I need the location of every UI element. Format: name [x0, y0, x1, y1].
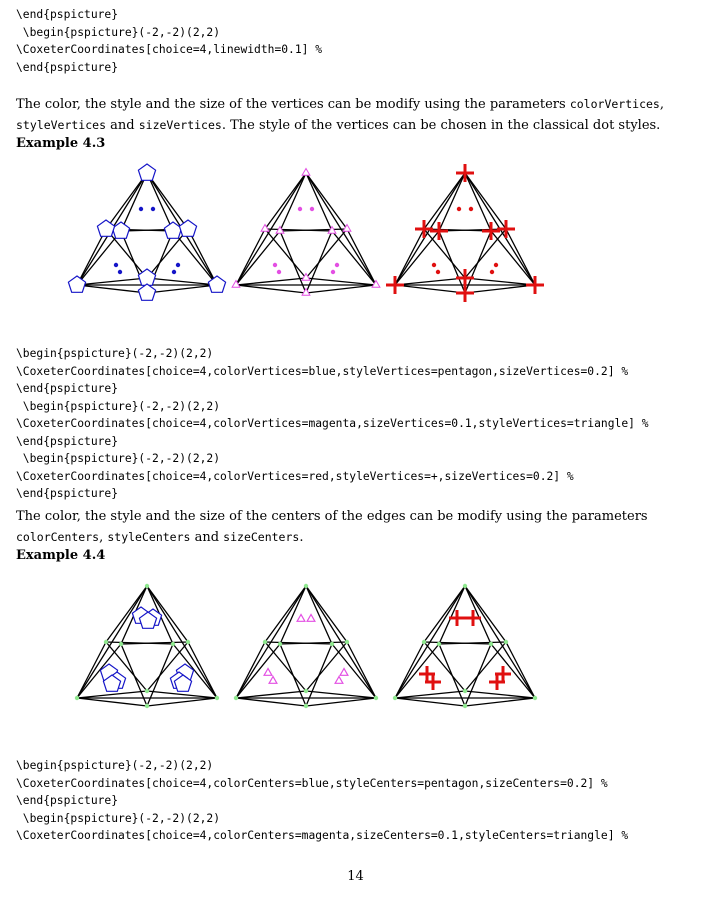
vertex-dot	[504, 640, 508, 644]
vertex-dot	[533, 696, 537, 700]
vertex-dot	[304, 704, 308, 708]
vertex-dot	[145, 689, 149, 693]
vertex-dot	[463, 584, 467, 588]
graph-edge	[306, 691, 376, 698]
vertex-dot	[171, 642, 175, 646]
center-dot	[331, 270, 335, 274]
graph-edge	[347, 642, 376, 698]
vertex-dot	[463, 704, 467, 708]
vertex-dot	[422, 640, 426, 644]
graph-edge	[465, 586, 506, 642]
graph-edge	[347, 229, 376, 285]
graph-edge	[395, 698, 465, 706]
graph-edge	[395, 691, 465, 698]
graph-edge	[465, 173, 491, 231]
pentagon-marker	[97, 220, 114, 236]
vertex-dot	[234, 696, 238, 700]
vertex-dot	[437, 642, 441, 646]
graph-edge	[306, 285, 376, 293]
coxeter-figure-pentagon	[57, 153, 237, 308]
code-line: \CoxeterCoordinates[choice=4,colorVertices=magenta,sizeVertices=0.1,styleVertices=triangle] %	[16, 417, 649, 430]
graph-edge	[306, 173, 332, 231]
code-line: \begin{pspicture}(-2,-2)(2,2)	[16, 452, 221, 465]
plus-marker	[526, 276, 544, 294]
vertex-dot	[186, 640, 190, 644]
graph-edge	[465, 642, 506, 691]
code-line: \CoxeterCoordinates[choice=4,linewidth=0.1] %	[16, 43, 323, 56]
code-line: \begin{pspicture}(-2,-2)(2,2)	[16, 759, 214, 772]
coxeter-figure-triangle	[216, 566, 396, 721]
graph-edges	[395, 586, 535, 706]
code-line: \begin{pspicture}(-2,-2)(2,2)	[16, 25, 221, 39]
graph-edge	[465, 586, 491, 644]
triangle-marker	[340, 669, 348, 676]
code-term: colorVertices	[569, 97, 660, 111]
text: ,	[659, 97, 664, 112]
center-dot	[139, 207, 143, 211]
coxeter-figure-pentagon	[57, 566, 237, 721]
graph-edge	[147, 285, 217, 293]
text: and	[106, 118, 139, 133]
vertex-dot	[119, 642, 123, 646]
graph-edge	[147, 278, 217, 285]
graph-edge	[77, 229, 106, 285]
graph-edge	[77, 691, 147, 698]
graph-edge	[236, 229, 265, 285]
vertex-dot	[263, 640, 267, 644]
graph-edge	[147, 173, 188, 229]
graph-edge	[306, 229, 347, 278]
center-dot	[310, 207, 314, 211]
graph-edge	[147, 173, 173, 231]
graph-edge	[280, 586, 306, 644]
code-line: \begin{pspicture}(-2,-2)(2,2)	[16, 811, 221, 825]
coxeter-figure-plus	[375, 153, 555, 308]
code-line: \end{pspicture}	[16, 60, 119, 74]
triangle-marker	[302, 169, 310, 176]
plus-marker	[386, 276, 404, 294]
code-term: styleCenters	[107, 530, 191, 544]
code-term: styleVertices	[16, 118, 107, 132]
text: ,	[99, 530, 108, 545]
graph-edge	[465, 278, 535, 285]
vertex-dot	[345, 640, 349, 644]
graph-edge	[236, 285, 306, 293]
vertex-dot	[145, 584, 149, 588]
vertex-dot	[463, 689, 467, 693]
graph-edge	[236, 278, 306, 285]
graph-edge	[306, 698, 376, 706]
code-term: sizeCenters	[223, 530, 300, 544]
graph-edge	[465, 229, 506, 278]
graph-edge	[147, 698, 217, 706]
graph-edge	[236, 698, 306, 706]
text: .	[299, 530, 304, 545]
graph-edge	[439, 173, 465, 231]
center-dot	[436, 270, 440, 274]
center-dot	[277, 270, 281, 274]
graph-edge	[265, 229, 306, 278]
code-line: \end{pspicture}	[16, 794, 119, 807]
plus-marker	[449, 610, 465, 626]
vertex-dot	[330, 642, 334, 646]
center-dot	[172, 270, 176, 274]
vertex-dot	[145, 704, 149, 708]
graph-edge	[236, 691, 306, 698]
graph-edge	[395, 229, 424, 285]
code-line: \begin{pspicture}(-2,-2)(2,2)	[16, 347, 214, 360]
center-dot	[118, 270, 122, 274]
code-line: \end{pspicture}	[16, 487, 119, 500]
graph-edge	[306, 586, 332, 644]
graph-edge	[395, 278, 465, 285]
pentagon-marker	[138, 164, 155, 180]
graph-edge	[395, 642, 424, 698]
graph-edge	[465, 698, 535, 706]
graph-edge	[506, 229, 535, 285]
triangle-marker	[264, 669, 272, 676]
graph-edge	[188, 229, 217, 285]
code-block-3	[16, 757, 628, 845]
code-line: \CoxeterCoordinates[choice=4,colorVertices=red,styleVertices=+,sizeVertices=0.2] %	[16, 469, 574, 483]
graph-edges	[236, 586, 376, 706]
graph-edge	[465, 691, 535, 698]
graph-edge	[77, 285, 147, 293]
example-heading: Example 4.3	[16, 136, 106, 151]
paragraph-centers	[16, 507, 688, 548]
code-line: \CoxeterCoordinates[choice=4,colorCenters=blue,styleCenters=pentagon,sizeCenters=0.2] %	[16, 776, 608, 790]
vertex-dot	[278, 642, 282, 646]
code-line: \end{pspicture}	[16, 382, 119, 395]
vertex-dot	[104, 640, 108, 644]
graph-edge	[395, 285, 465, 293]
graph-edges	[77, 586, 217, 706]
code-term: colorCenters	[16, 530, 100, 544]
graph-edge	[306, 586, 347, 642]
graph-edge	[77, 278, 147, 285]
vertex-dot	[393, 696, 397, 700]
coxeter-figure-triangle	[216, 153, 396, 308]
triangle-marker	[269, 677, 277, 684]
graph-edge	[106, 173, 147, 229]
center-dot	[490, 270, 494, 274]
graph-edge	[265, 586, 306, 642]
graph-edge	[424, 586, 465, 642]
code-line: \end{pspicture}	[16, 434, 119, 448]
center-dot	[273, 263, 277, 267]
plus-marker	[465, 610, 481, 626]
center-dot	[457, 207, 461, 211]
center-dot	[176, 263, 180, 267]
paragraph-vertices	[16, 94, 688, 136]
plus-marker	[456, 164, 474, 182]
text: and	[190, 530, 224, 545]
graph-edge	[439, 586, 465, 644]
vertex-dot	[304, 584, 308, 588]
code-line: \CoxeterCoordinates[choice=4,colorVertices=blue,styleVertices=pentagon,sizeVertices=0.2] %	[16, 364, 629, 378]
plus-marker	[415, 220, 433, 238]
graph-edge	[424, 642, 465, 691]
example-heading: Example 4.4	[16, 548, 106, 563]
center-dot	[114, 263, 118, 267]
text: The color, the style and the size of the centers of the edges can be modify using the parameters	[16, 509, 648, 524]
graph-edge	[280, 173, 306, 231]
text: . The style of the vertices can be chosen in the classical dot styles.	[221, 118, 661, 133]
plus-marker	[497, 220, 515, 238]
graph-edge	[265, 173, 306, 229]
code-line: \begin{pspicture}(-2,-2)(2,2)	[16, 399, 221, 413]
coxeter-figure-plus	[375, 566, 555, 721]
vertex-dot	[75, 696, 79, 700]
text: The color, the style and the size of the vertices can be modify using the parameters	[16, 97, 570, 112]
code-block-2	[16, 345, 649, 503]
graph-edge	[465, 285, 535, 293]
center-dot	[494, 263, 498, 267]
graph-edge	[147, 691, 217, 698]
vertex-dot	[304, 689, 308, 693]
plus-marker	[456, 284, 474, 302]
graph-edge	[306, 173, 347, 229]
center-dot	[469, 207, 473, 211]
center-dot	[298, 207, 302, 211]
code-line: \CoxeterCoordinates[choice=4,colorCenters=magenta,sizeCenters=0.1,styleCenters=triangle] %	[16, 829, 629, 842]
code-block-1	[16, 6, 322, 76]
graph-edge	[424, 173, 465, 229]
triangle-marker	[307, 615, 315, 622]
code-line: \end{pspicture}	[16, 8, 119, 21]
triangle-marker	[302, 289, 310, 296]
triangle-marker	[297, 615, 305, 622]
graph-edge	[465, 173, 506, 229]
graph-edge	[424, 229, 465, 278]
center-dot	[432, 263, 436, 267]
code-term: sizeVertices	[138, 118, 222, 132]
graph-edge	[121, 173, 147, 231]
graph-edge	[236, 642, 265, 698]
pentagon-marker	[179, 220, 196, 236]
graph-edge	[77, 698, 147, 706]
triangle-marker	[335, 677, 343, 684]
graph-edge	[306, 278, 376, 285]
page-number: 14	[347, 869, 364, 884]
center-dot	[335, 263, 339, 267]
center-dot	[151, 207, 155, 211]
pentagon-marker	[138, 284, 155, 300]
graph-edge	[506, 642, 535, 698]
vertex-dot	[489, 642, 493, 646]
